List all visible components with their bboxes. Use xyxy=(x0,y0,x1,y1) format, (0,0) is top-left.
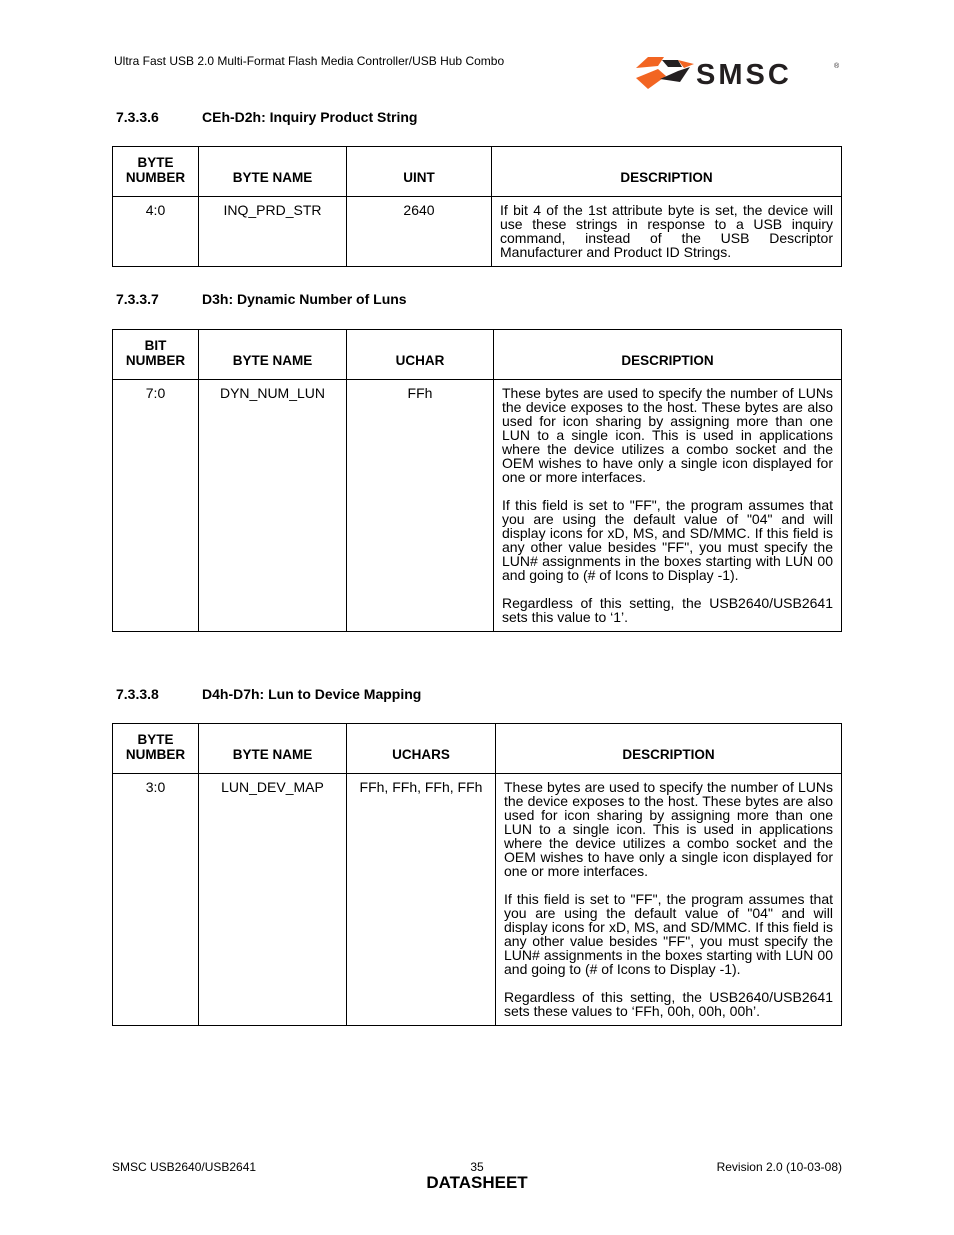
cell-value: 2640 xyxy=(347,197,492,267)
document-header-title: Ultra Fast USB 2.0 Multi-Format Flash Media Controller/USB Hub Combo xyxy=(114,54,505,68)
description-paragraph: Regardless of this setting, the USB2640/USB2641 sets these values to ‘FFh, 00h, 00h, 00h’. xyxy=(504,989,833,1019)
cell-description xyxy=(496,774,842,1026)
footer-product: SMSC USB2640/USB2641 xyxy=(112,1160,257,1174)
col-header-type: UCHAR xyxy=(347,330,494,380)
section-heading: CEh-D2h: Inquiry Product String xyxy=(202,109,418,125)
section-number: 7.3.3.7 xyxy=(116,291,159,307)
description-paragraph: If this field is set to "FF", the program assumes that you are using the default value of "04" and will display icons for xD, MS, and SD/MMC. If this field is any other value besides "FF", you must specify the LUN# assignments in the boxes starting with LUN 00 and going to (# of Icons to Display -1). xyxy=(504,891,833,977)
col-header-type: UCHARS xyxy=(347,724,496,774)
cell-value: FFh, FFh, FFh, FFh xyxy=(347,774,496,1026)
description-paragraph: These bytes are used to specify the number of LUNs the device exposes to the host. These bytes are also used for icon sharing by assigning more than one LUN to a single icon. This is used in applications where the device utilizes a combo socket and the OEM wishes to have only a single icon displayed for one or more interfaces. xyxy=(504,779,833,879)
spec-table xyxy=(112,146,842,267)
page-number: 35 xyxy=(470,1160,484,1174)
section-title xyxy=(116,291,407,307)
cell-number: 4:0 xyxy=(113,197,199,267)
smsc-logo-text: SMSC xyxy=(696,59,792,91)
smsc-logo xyxy=(634,54,844,92)
section-title xyxy=(116,109,417,125)
cell-value: FFh xyxy=(347,380,494,632)
col-header-description: DESCRIPTION xyxy=(492,147,842,197)
cell-number: 7:0 xyxy=(113,380,199,632)
spec-table xyxy=(112,723,842,1026)
cell-name: INQ_PRD_STR xyxy=(199,197,347,267)
footer-revision: Revision 2.0 (10-03-08) xyxy=(716,1160,842,1174)
table-header-row xyxy=(113,330,842,380)
description-paragraph: Regardless of this setting, the USB2640/USB2641 sets this value to ‘1’. xyxy=(502,595,833,625)
section-number: 7.3.3.8 xyxy=(116,686,159,702)
description-paragraph: These bytes are used to specify the number of LUNs the device exposes to the host. These bytes are also used for icon sharing by assigning more than one LUN to a single icon. This is used in applications where the device utilizes a combo socket and the OEM wishes to have only a single icon displayed for one or more interfaces. xyxy=(502,385,833,485)
col-header-name: BYTE NAME xyxy=(199,330,347,380)
table-header-row xyxy=(113,147,842,197)
description-paragraph: If this field is set to "FF", the program assumes that you are using the default value of "04" and will display icons for xD, MS, and SD/MMC. If this field is any other value besides "FF", you must specify the LUN# assignments in the boxes starting with LUN 00 and going to (# of Icons to Display -1). xyxy=(502,497,833,583)
col-header-description: DESCRIPTION xyxy=(496,724,842,774)
table-row xyxy=(113,380,842,632)
footer-datasheet-label: DATASHEET xyxy=(426,1173,528,1192)
col-header-description: DESCRIPTION xyxy=(494,330,842,380)
section-heading: D4h-D7h: Lun to Device Mapping xyxy=(202,686,422,702)
col-header-number: BYTE NUMBER xyxy=(113,147,199,197)
cell-name: LUN_DEV_MAP xyxy=(199,774,347,1026)
cell-description xyxy=(492,197,842,267)
col-header-number: BIT NUMBER xyxy=(113,330,199,380)
section-title xyxy=(116,686,421,702)
cell-number: 3:0 xyxy=(113,774,199,1026)
section-heading: D3h: Dynamic Number of Luns xyxy=(202,291,407,307)
cell-name: DYN_NUM_LUN xyxy=(199,380,347,632)
registered-mark: ® xyxy=(834,63,840,70)
cell-description xyxy=(494,380,842,632)
section-number: 7.3.3.6 xyxy=(116,109,159,125)
table-header-row xyxy=(113,724,842,774)
spec-table xyxy=(112,329,842,632)
col-header-name: BYTE NAME xyxy=(199,147,347,197)
col-header-number: BYTE NUMBER xyxy=(113,724,199,774)
col-header-type: UINT xyxy=(347,147,492,197)
table-row xyxy=(113,774,842,1026)
description-paragraph: If bit 4 of the 1st attribute byte is set, the device will use these strings in response to a USB inquiry command, instead of the USB Descriptor Manufacturer and Product ID Strings. xyxy=(500,202,833,260)
table-row xyxy=(113,197,842,267)
col-header-name: BYTE NAME xyxy=(199,724,347,774)
